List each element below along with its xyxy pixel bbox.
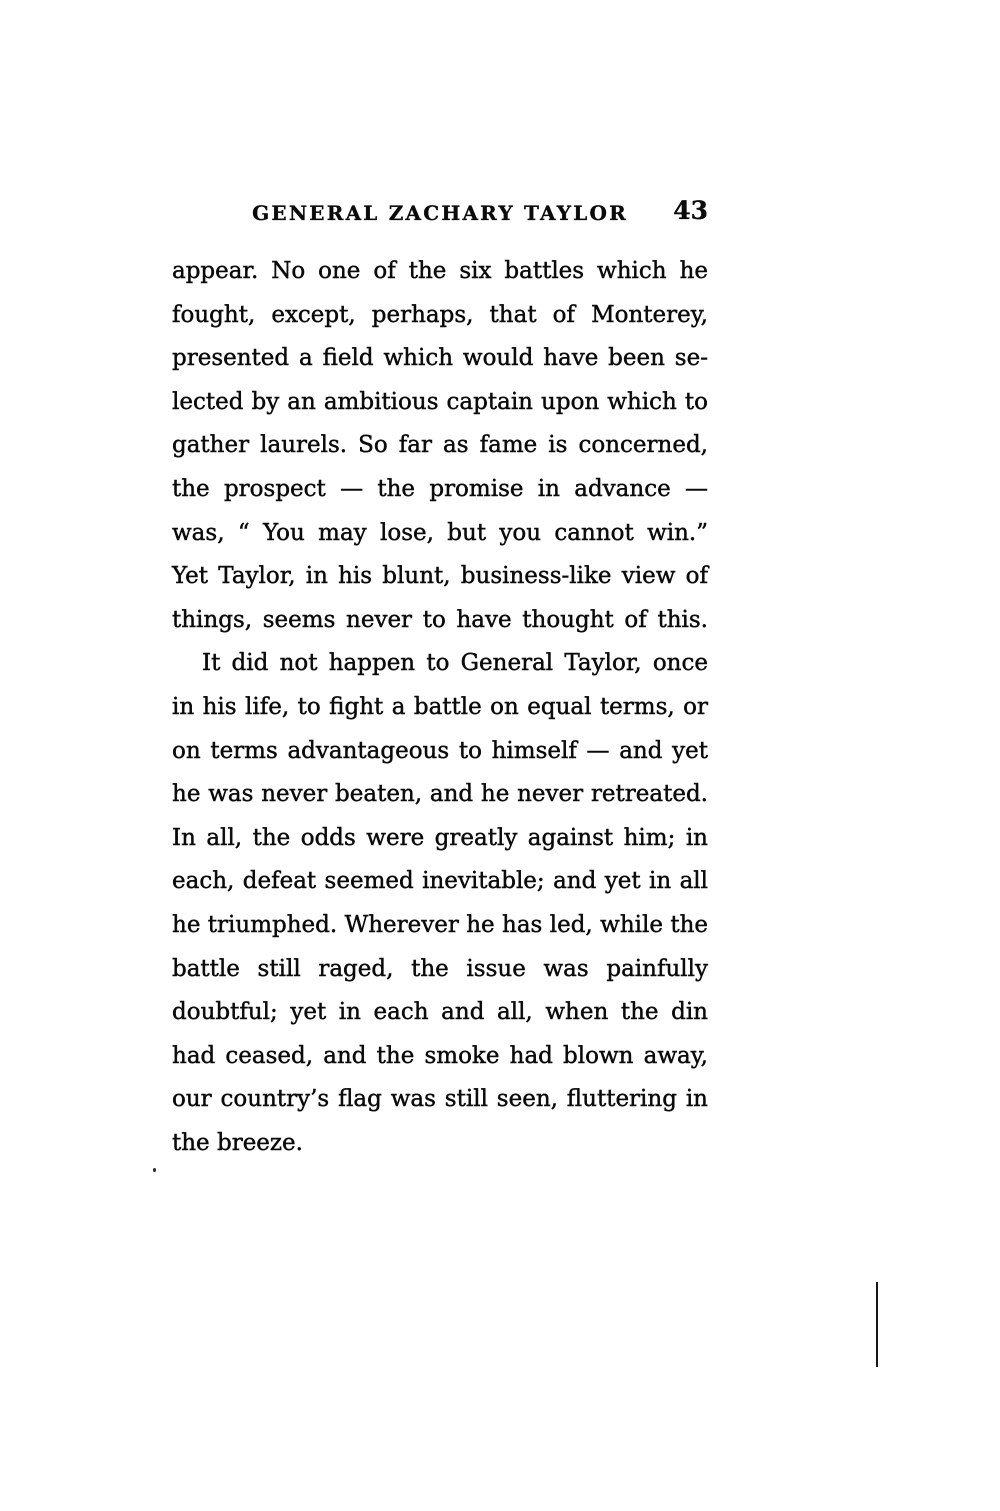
scan-artifact-vertical-line: [876, 1282, 878, 1367]
text-line: in his life, to fight a battle on equal terms, or: [172, 693, 708, 720]
text-line: on terms advantageous to himself — and yet: [172, 737, 708, 764]
text-line: he triumphed. Wherever he has led, while the: [172, 911, 708, 938]
text-line: battle still raged, the issue was painfully: [172, 955, 708, 982]
text-line: the prospect — the promise in advance —: [172, 475, 708, 502]
running-header-title: GENERAL ZACHARY TAYLOR: [252, 201, 628, 225]
text-line: things, seems never to have thought of this.: [172, 606, 708, 633]
text-line: Yet Taylor, in his blunt, business-like view of: [172, 563, 708, 590]
text-line: appear. No one of the six battles which he: [172, 258, 708, 284]
text-line: fought, except, perhaps, that of Monterey,: [172, 301, 708, 328]
text-line: was, “ You may lose, but you cannot win.”: [172, 519, 708, 546]
text-line: each, defeat seemed inevitable; and yet in all: [172, 868, 708, 895]
scan-artifact-speck: [153, 1168, 156, 1172]
text-line: he was never beaten, and he never retreated.: [172, 781, 708, 808]
text-line: gather laurels. So far as fame is concerned,: [172, 432, 708, 459]
text-line-last: the breeze.: [172, 1129, 303, 1156]
text-line: our country’s flag was still seen, fluttering in: [172, 1086, 708, 1113]
text-line-paragraph-start: It did not happen to General Taylor, once: [202, 650, 708, 677]
page-number: 43: [673, 196, 708, 225]
running-header: [172, 196, 708, 233]
text-line: doubtful; yet in each and all, when the din: [172, 999, 708, 1026]
text-line: presented a field which would have been se-: [172, 345, 708, 372]
body-text: [172, 250, 708, 1165]
text-line: had ceased, and the smoke had blown away,: [172, 1042, 708, 1069]
text-line: lected by an ambitious captain upon which to: [172, 388, 708, 415]
text-line: In all, the odds were greatly against him; in: [172, 824, 708, 851]
